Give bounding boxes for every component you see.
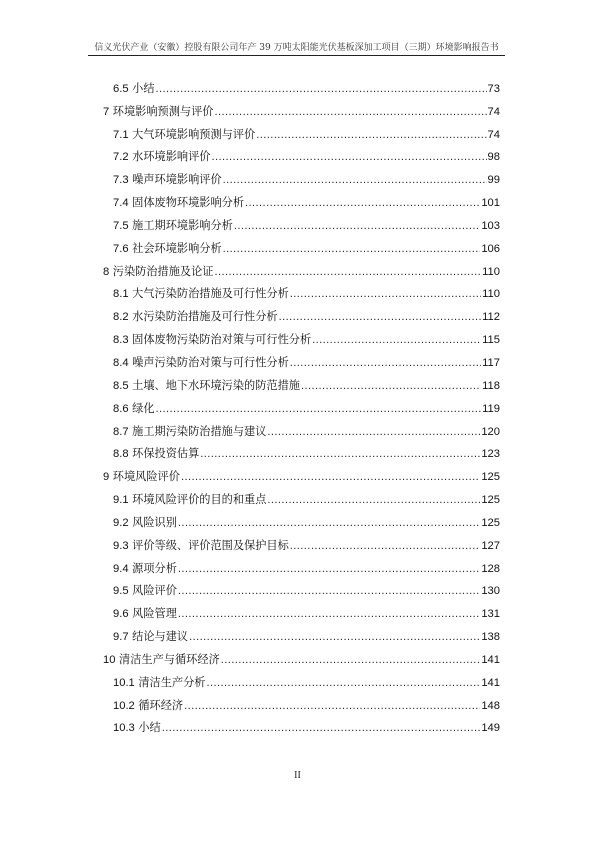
toc-page-number: 103 xyxy=(481,219,500,232)
toc-dot-leader xyxy=(178,608,480,621)
toc-entry-title xyxy=(103,470,180,484)
toc-entry-title xyxy=(103,105,214,119)
toc-dot-leader xyxy=(221,654,481,667)
toc-page-number: 119 xyxy=(482,402,500,415)
toc-entry-text: 清洁生产与循环经济 xyxy=(119,652,220,666)
toc-page-number: 101 xyxy=(481,197,500,210)
toc-entry-number: 10.2 xyxy=(113,699,135,712)
toc-chapter-entry[interactable] xyxy=(103,644,500,667)
toc-entry-number: 9.5 xyxy=(113,585,129,598)
toc-entry-number: 10.3 xyxy=(113,722,135,735)
toc-entry-text: 大气环境影响预测与评价 xyxy=(132,127,256,141)
toc-page-number: 98 xyxy=(487,151,500,164)
toc-page-number: 138 xyxy=(481,631,500,644)
toc-dot-leader xyxy=(178,563,480,576)
toc-subsection-entry[interactable] xyxy=(103,233,500,256)
toc-subsection-entry[interactable] xyxy=(103,393,500,416)
running-header: 信义光伏产业（安徽）控股有限公司年产 39 万吨太阳能光伏基板深加工项目（三期）环境影响报告书 xyxy=(88,40,505,56)
toc-entry-number: 8.1 xyxy=(113,288,129,301)
toc-entry-title xyxy=(113,219,233,233)
toc-entry-text: 水环境影响评价 xyxy=(132,150,211,164)
toc-entry-title xyxy=(113,82,155,96)
toc-dot-leader xyxy=(245,197,480,210)
toc-entry-title xyxy=(103,653,220,667)
toc-dot-leader xyxy=(215,266,482,279)
toc-page-number: 149 xyxy=(481,722,500,735)
toc-entry-title xyxy=(113,493,266,507)
toc-entry-number: 10.1 xyxy=(113,676,135,689)
toc-entry-text: 风险管理 xyxy=(132,607,177,621)
toc-subsection-entry[interactable] xyxy=(103,370,500,393)
toc-dot-leader xyxy=(178,517,480,530)
toc-entry-title xyxy=(113,196,244,210)
toc-subsection-entry[interactable] xyxy=(103,507,500,530)
toc-entry-text: 固体废物污染防治对策与可行性分析 xyxy=(132,333,312,347)
toc-entry-title xyxy=(113,721,161,735)
toc-entry-text: 污染防治措施及论证 xyxy=(112,264,214,278)
toc-entry-title xyxy=(113,425,266,439)
toc-entry-title xyxy=(113,402,155,416)
toc-dot-leader xyxy=(290,357,481,370)
toc-entry-title xyxy=(113,562,177,576)
toc-entry-number: 10 xyxy=(103,653,116,666)
toc-page-number: 110 xyxy=(482,265,500,278)
toc-entry-number: 9.6 xyxy=(113,608,129,621)
toc-page-number: 99 xyxy=(487,174,500,187)
toc-dot-leader xyxy=(162,722,481,735)
toc-entry-title xyxy=(113,310,278,324)
toc-entry-number: 7.6 xyxy=(113,242,129,255)
toc-entry-text: 清洁生产分析 xyxy=(138,675,206,689)
toc-dot-leader xyxy=(156,83,487,96)
toc-page-number: 125 xyxy=(481,471,500,484)
toc-entry-title xyxy=(113,676,205,690)
toc-entry-title xyxy=(113,516,177,530)
toc-entry-title xyxy=(113,607,177,621)
toc-page-number: 127 xyxy=(481,539,500,552)
toc-dot-leader xyxy=(184,700,480,713)
toc-entry-text: 评价等级、评价范围及保护目标 xyxy=(132,538,289,552)
toc-entry-text: 施工期环境影响分析 xyxy=(132,218,233,232)
toc-entry-number: 8.5 xyxy=(113,379,129,392)
toc-dot-leader xyxy=(178,585,480,598)
toc-entry-text: 结论与建议 xyxy=(132,630,189,644)
toc-entry-number: 8.2 xyxy=(113,311,129,324)
toc-chapter-entry[interactable] xyxy=(103,461,500,484)
toc-dot-leader xyxy=(206,677,480,690)
toc-subsection-entry[interactable] xyxy=(103,347,500,370)
toc-dot-leader xyxy=(290,540,481,553)
toc-page-number: 120 xyxy=(481,425,500,438)
toc-dot-leader xyxy=(200,448,480,461)
toc-page-number: 115 xyxy=(482,334,500,347)
toc-subsection-entry[interactable] xyxy=(103,713,500,736)
toc-entry-number: 9.7 xyxy=(113,631,129,644)
toc-page-number: 74 xyxy=(487,128,500,141)
toc-page-number: 141 xyxy=(481,653,500,666)
toc-page-number: 125 xyxy=(481,494,500,507)
toc-entry-text: 环保投资估算 xyxy=(132,447,200,461)
toc-entry-text: 环境风险评价的目的和重点 xyxy=(132,493,267,507)
toc-entry-text: 社会环境影响分析 xyxy=(132,241,222,255)
toc-subsection-entry[interactable] xyxy=(103,530,500,553)
toc-subsection-entry[interactable] xyxy=(103,439,500,462)
toc-page-number: 125 xyxy=(481,516,500,529)
toc-entry-text: 大气污染防治措施及可行性分析 xyxy=(132,287,289,301)
toc-dot-leader xyxy=(223,243,481,256)
toc-entry-number: 8.7 xyxy=(113,425,129,438)
toc-entry-number: 7.5 xyxy=(113,219,129,232)
toc-dot-leader xyxy=(267,494,480,507)
toc-dot-leader xyxy=(256,129,486,142)
toc-page-number: 117 xyxy=(482,356,500,369)
toc-entry-number: 9.1 xyxy=(113,494,129,507)
toc-subsection-entry[interactable] xyxy=(103,690,500,713)
toc-subsection-entry[interactable] xyxy=(103,73,500,96)
toc-entry-title xyxy=(113,447,199,461)
toc-subsection-entry[interactable] xyxy=(103,119,500,142)
toc-entry-title xyxy=(113,356,289,370)
toc-dot-leader xyxy=(223,174,487,187)
page-number: II xyxy=(294,770,301,781)
toc-page-number: 131 xyxy=(481,608,500,621)
toc-page-number: 123 xyxy=(481,448,500,461)
toc-page-number: 110 xyxy=(482,288,500,301)
toc-dot-leader xyxy=(290,288,481,301)
toc-subsection-entry[interactable] xyxy=(103,667,500,690)
toc-entry-title xyxy=(113,699,183,713)
toc-entry-number: 9.4 xyxy=(113,562,129,575)
toc-entry-text: 小结 xyxy=(132,81,155,95)
toc-entry-number: 7 xyxy=(103,105,110,118)
toc-entry-title xyxy=(113,333,311,347)
toc-dot-leader xyxy=(189,631,480,644)
toc-entry-number: 7.3 xyxy=(113,174,129,187)
toc-dot-leader xyxy=(312,334,481,347)
toc-entry-title xyxy=(113,173,222,187)
toc-subsection-entry[interactable] xyxy=(103,324,500,347)
toc-entry-text: 风险识别 xyxy=(132,515,177,529)
toc-chapter-entry[interactable] xyxy=(103,96,500,119)
toc-entry-number: 8.4 xyxy=(113,356,129,369)
toc-entry-title xyxy=(113,128,255,142)
toc-entry-title xyxy=(113,150,210,164)
toc-dot-leader xyxy=(156,403,482,416)
toc-dot-leader xyxy=(211,151,486,164)
toc-entry-number: 7.4 xyxy=(113,197,129,210)
toc-subsection-entry[interactable] xyxy=(103,484,500,507)
toc-subsection-entry[interactable] xyxy=(103,301,500,324)
toc-page-number: 74 xyxy=(487,105,500,118)
toc-entry-title xyxy=(113,539,289,553)
toc-subsection-entry[interactable] xyxy=(103,621,500,644)
toc-page-number: 112 xyxy=(482,311,500,324)
table-of-contents xyxy=(103,73,500,735)
toc-entry-title xyxy=(113,584,177,598)
toc-subsection-entry[interactable] xyxy=(103,279,500,302)
toc-entry-text: 施工期污染防治措施与建议 xyxy=(132,424,267,438)
toc-entry-number: 7.2 xyxy=(113,151,129,164)
toc-dot-leader xyxy=(267,426,480,439)
toc-entry-text: 小结 xyxy=(138,721,161,735)
toc-subsection-entry[interactable] xyxy=(103,416,500,439)
toc-entry-number: 9 xyxy=(103,471,110,484)
toc-subsection-entry[interactable] xyxy=(103,576,500,599)
toc-entry-title xyxy=(113,379,300,393)
toc-subsection-entry[interactable] xyxy=(103,598,500,621)
toc-page-number: 118 xyxy=(482,379,500,392)
toc-page-number: 73 xyxy=(487,82,500,95)
toc-entry-number: 8.8 xyxy=(113,448,129,461)
toc-entry-number: 9.3 xyxy=(113,539,129,552)
toc-entry-title xyxy=(113,630,188,644)
toc-subsection-entry[interactable] xyxy=(103,164,500,187)
toc-dot-leader xyxy=(301,380,481,393)
toc-entry-title xyxy=(103,265,214,279)
toc-entry-text: 风险评价 xyxy=(132,584,177,598)
toc-entry-number: 7.1 xyxy=(113,128,129,141)
toc-page-number: 128 xyxy=(481,562,500,575)
toc-entry-text: 噪声环境影响评价 xyxy=(132,173,222,187)
toc-dot-leader xyxy=(234,220,481,233)
toc-entry-text: 环境影响预测与评价 xyxy=(112,104,214,118)
toc-entry-number: 8.3 xyxy=(113,334,129,347)
toc-subsection-entry[interactable] xyxy=(103,142,500,165)
toc-page-number: 141 xyxy=(481,676,500,689)
toc-entry-text: 固体废物环境影响分析 xyxy=(132,196,245,210)
toc-entry-number: 8 xyxy=(103,265,110,278)
toc-entry-text: 绿化 xyxy=(132,401,155,415)
toc-page-number: 106 xyxy=(481,242,500,255)
toc-page-number: 148 xyxy=(481,699,500,712)
toc-page-number: 130 xyxy=(481,585,500,598)
toc-entry-number: 9.2 xyxy=(113,516,129,529)
toc-entry-text: 源项分析 xyxy=(132,561,177,575)
toc-subsection-entry[interactable] xyxy=(103,187,500,210)
toc-entry-text: 噪声污染防治对策与可行性分析 xyxy=(132,355,289,369)
toc-entry-text: 环境风险评价 xyxy=(112,470,180,484)
toc-entry-number: 6.5 xyxy=(113,82,129,95)
toc-entry-text: 循环经济 xyxy=(138,698,184,712)
toc-entry-text: 土壤、地下水环境污染的防范措施 xyxy=(132,378,300,392)
toc-entry-number: 8.6 xyxy=(113,402,129,415)
toc-dot-leader xyxy=(279,311,482,324)
toc-subsection-entry[interactable] xyxy=(103,210,500,233)
toc-entry-text: 水污染防治措施及可行性分析 xyxy=(132,310,278,324)
toc-dot-leader xyxy=(181,471,480,484)
toc-chapter-entry[interactable] xyxy=(103,256,500,279)
toc-subsection-entry[interactable] xyxy=(103,553,500,576)
toc-entry-title xyxy=(113,287,289,301)
toc-dot-leader xyxy=(215,106,487,119)
toc-entry-title xyxy=(113,242,222,256)
